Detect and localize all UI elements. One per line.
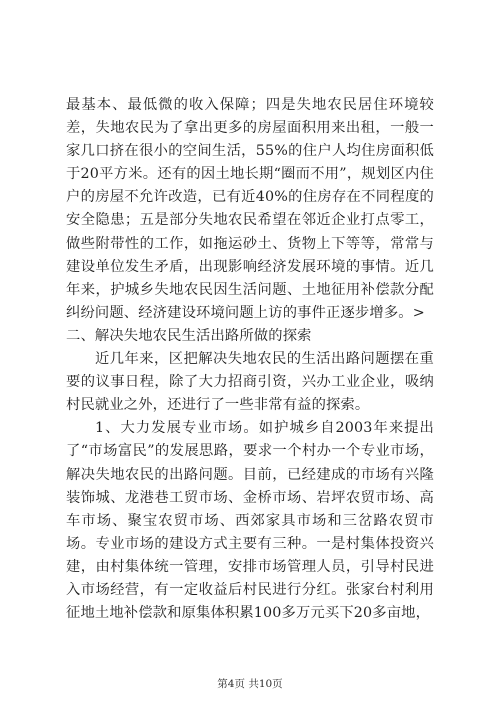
section-heading-exploration: 二、解决失地农民生活出路所做的探索: [66, 327, 312, 344]
paragraph-exploration-intro: 近几年来，区把解决失地农民的生活出路问题摆在重要的议事日程，除了大力招商引资，兴办工业企业，吸纳村民就业之外，还进行了一些非常有益的探索。: [66, 351, 434, 414]
page-number-footer: 第4页 共10页: [217, 678, 283, 690]
document-body: [66, 94, 434, 625]
paragraph-living-conditions: 最基本、最低微的收入保障；四是失地农民居住环境较差，失地农民为了拿出更多的房屋面积用来出租，一般一家几口挤在很小的空间生活，55%的住户人均住房面积低于20平方米。还有的因土地长期“圈而不用”，规划区内住户的房屋不允许改造，已有近40%的住房存在不同程度的安全隐患；五是部分失地农民希望在邻近企业打点零工，做些附带性的工作，如拖运砂土、货物上下等等，常常与建设单位发生矛盾，出现影响经济发展环境的事情。近几年来，护城乡失地农民因生活问题、土地征用补偿款分配纠纷问题、经济建设环境问题上访的事件正逐步增多。>: [66, 97, 434, 321]
paragraph-specialized-markets: 1、大力发展专业市场。如护城乡自2003年来提出了“市场富民”的发展思路，要求一个村办一个专业市场，解决失地农民的出路问题。目前，已经建成的市场有兴隆装饰城、龙港巷工贸市场、金桥市场、岩坪农贸市场、高车市场、聚宝农贸市场、西郊家具市场和三岔路农贸市场。专业市场的建设方式主要有三种。一是村集体投资兴建，由村集体统一管理，安排市场管理人员，引导村民进入市场经营，有一定收益后村民进行分红。张家台村利用征地土地补偿款和原集体积累100多万元买下20多亩地，: [66, 420, 434, 622]
